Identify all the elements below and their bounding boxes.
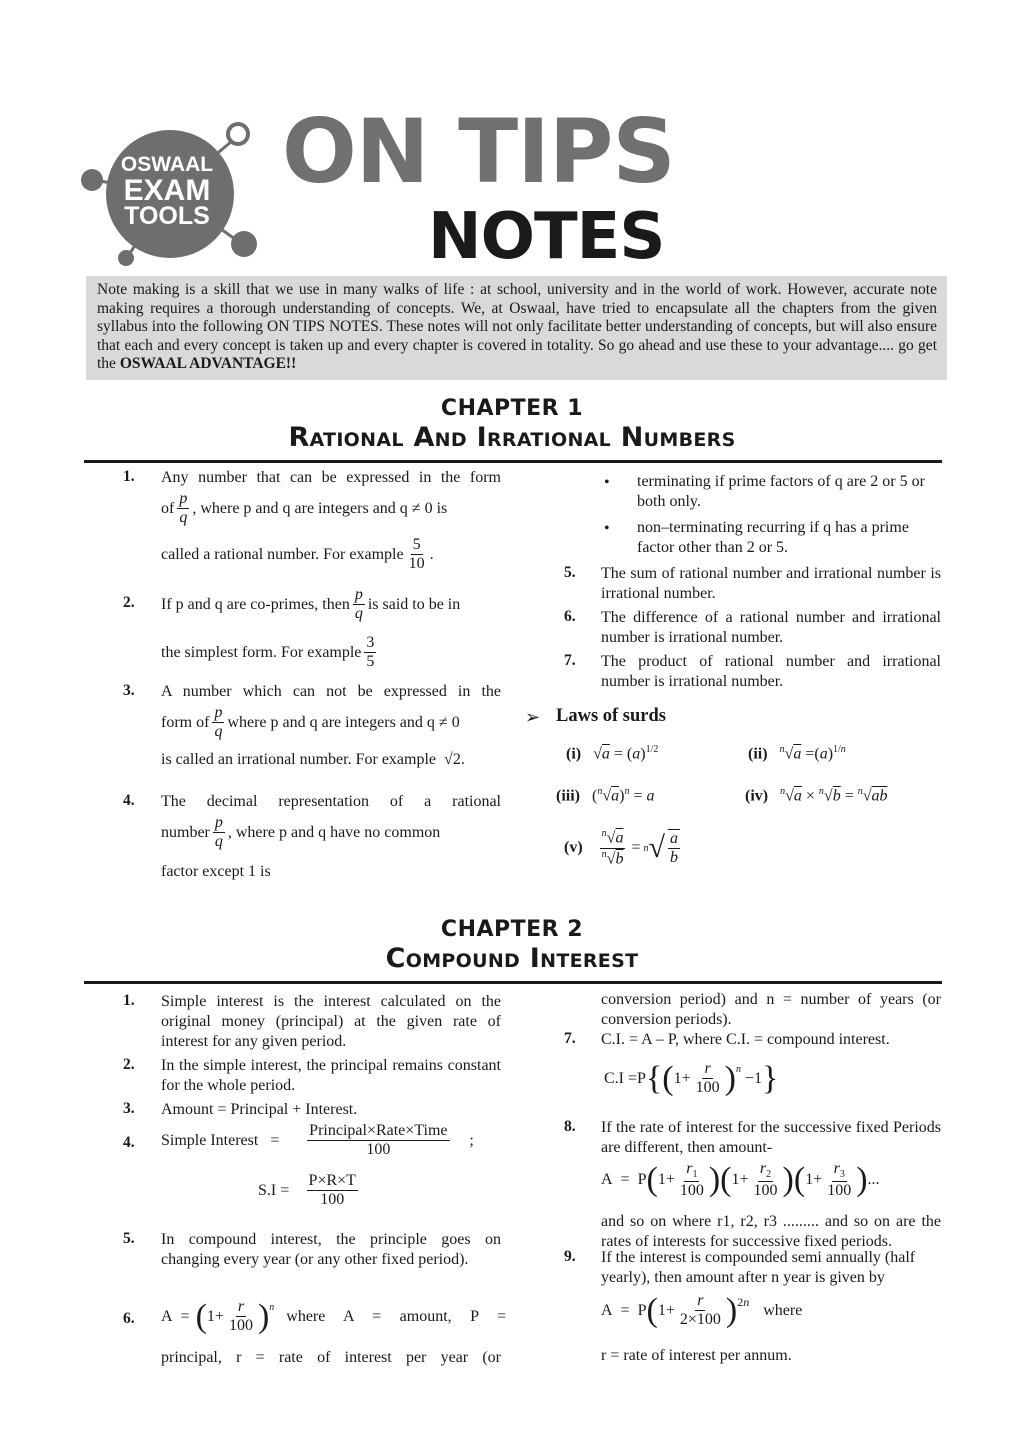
intro-box	[86, 276, 947, 380]
c2-item8-number: 8.	[564, 1118, 576, 1135]
c1-item6-number: 6.	[564, 608, 576, 625]
c2-item6-formula: A = ( 1+ $\frac{r}{100}$ ) $^n$ where A = amount, P =	[161, 1297, 506, 1335]
surd-law-4: (iv) $^n$√a × $^n$√b = $^n$√ab	[745, 786, 888, 805]
logo-line-oswaal: OSWAAL	[120, 153, 214, 176]
c1-item5-text: The sum of rational number and irrational number is irrational number.	[601, 565, 941, 602]
fraction-example: $\frac{3}{5}$	[366, 634, 375, 671]
c1-bullet1: terminating if prime factors of q are 2 or 5 or both only.	[637, 473, 925, 510]
fraction-example: $\frac{5}{10}$	[408, 536, 425, 573]
c2-item6-text-b: principal, r = rate of interest per year (or	[161, 1349, 501, 1366]
c2-item7-number: 7.	[564, 1030, 576, 1047]
c1-item1-line-d: called a rational number. For example $\frac{5}{10}$ .	[161, 536, 434, 573]
c1-item2-text-a: If p and q are co-primes, then	[161, 595, 350, 613]
successive-rate-formula: A = P ( 1+ $\frac{r_1}{100}$ ) ( 1+ $\frac{r_2}{100}$ ) ( 1+ $\frac{r_3}{100}$ ) ...	[601, 1160, 880, 1199]
c1-item4-text-b: number	[161, 823, 210, 841]
half-yearly-formula: A = P ( 1+ $\frac{r}{2\times 100}$ ) $^{2n}$ where	[601, 1291, 803, 1329]
chapter1-title: Rational And Irrational Numbers	[288, 422, 736, 453]
si-short-numerator: P×R×T	[307, 1172, 358, 1191]
c1-item1-called: called a rational number. For example	[161, 545, 404, 563]
c1-item4-text-c: , where p and q have no common	[227, 823, 441, 841]
surd-law-3: (iii) $(^n√a)^n = a$	[556, 786, 655, 805]
logo-line-exam: EXAM	[123, 174, 211, 207]
c2-item3-text: Amount = Principal + Interest.	[161, 1101, 358, 1118]
surd-law-2: (ii) $^n√a =(a)^{1/n}$	[748, 744, 846, 763]
c1-item2-text-b: is said to be in	[367, 595, 461, 613]
c2-item4-number: 4.	[123, 1134, 135, 1151]
intro-text: Note making is a skill that we use in many walks of life : at school, university and in the world of work. However, accurate note making requires a thorough understanding of concepts. We, at Oswaal, have tried to encapsulate all the chapters from the given syllabus into the following ON TIPS NOTES. These notes will not only facilitate better understanding of concepts, but will also ensure that each and every concept is taken up and every chapter is covered in totality. So go ahead and use these to your advantage.... go get the	[97, 281, 937, 372]
c1-item4-number: 4.	[123, 792, 135, 809]
c1-item2-text-c: the simplest form. For example	[161, 643, 362, 661]
sqrt2-example: √2	[444, 751, 461, 768]
c1-item4-line-a: The decimal representation of a rational	[161, 793, 501, 810]
arrow-bullet-icon: ➢	[525, 707, 541, 727]
intro-bold: OSWAAL ADVANTAGE!!	[119, 355, 297, 372]
c1-item3-text-d: is called an irrational number. For example	[161, 751, 437, 768]
c1-bullet2: non–terminating recurring if q has a prime factor other than 2 or 5.	[637, 519, 909, 556]
simple-interest-label: Simple Interest	[161, 1131, 259, 1149]
fraction-p-q: $\frac{p}{q}$	[214, 814, 223, 851]
c1-item2-line-a	[161, 586, 506, 624]
c1-item3-text-c: where p and q are integers and q ≠ 0	[227, 713, 460, 731]
c1-item1-line-a: Any number that can be expressed in the form	[161, 469, 501, 486]
c2-item6-number: 6.	[123, 1310, 135, 1327]
c1-item2-number: 2.	[123, 594, 135, 611]
c2-item1-number: 1.	[123, 992, 135, 1009]
si-label: S.I =	[258, 1181, 290, 1199]
fraction-p-q: $\frac{p}{q}$	[179, 490, 188, 527]
c1-item2-line-c	[161, 634, 379, 672]
c1-item1-number: 1.	[123, 468, 135, 485]
chapter1-rule	[84, 460, 942, 463]
chapter1-number: CHAPTER 1	[440, 396, 584, 421]
c1-item6-text: The difference of a rational number and irrational number is irrational number.	[601, 609, 941, 646]
c2-item9-number: 9.	[564, 1248, 576, 1265]
c1-item3-line-b	[161, 704, 506, 742]
title-on-tips: ON TIPS	[282, 100, 675, 203]
c1-item1-line-b	[161, 490, 506, 528]
laws-of-surds-heading: Laws of surds	[556, 706, 666, 726]
chapter2-rule	[84, 981, 942, 984]
c2-item9-text: If the interest is compounded semi annually (half yearly), then amount after n year is given by	[601, 1249, 916, 1286]
oswaal-logo	[80, 118, 260, 268]
c1-item4-line-b	[161, 814, 506, 852]
logo-line-tools: TOOLS	[124, 202, 210, 230]
c2-item4-si-formula	[258, 1172, 371, 1210]
c1-item4-line-d: factor except 1 is	[161, 863, 271, 880]
si-denominator: 100	[366, 1141, 391, 1159]
c1-item5-number: 5.	[564, 564, 576, 581]
c1-item3-line-d: is called an irrational number. For example √2.	[161, 751, 465, 768]
bullet-icon: •	[604, 474, 610, 491]
title-notes: NOTES	[428, 200, 665, 274]
c2-item4-formula: Simple Interest = $\frac{\text{Principal×Rate×Time}}{100}$ ;	[161, 1122, 474, 1159]
si-numerator: Principal×Rate×Time	[307, 1122, 449, 1141]
c1-item7-text: The product of rational number and irrational number is irrational number.	[601, 653, 941, 690]
compound-interest-formula: C.I =P { ( 1+ $\frac{r}{100}$ ) $^n$ −1 }	[604, 1059, 779, 1097]
c2-item9-where: where	[763, 1301, 803, 1319]
c2-item7-text: C.I. = A – P, where C.I. = compound interest.	[601, 1031, 890, 1048]
c2-item8-text: If the rate of interest for the successive fixed Periods are different, then amount-	[601, 1119, 941, 1156]
c1-item7-number: 7.	[564, 652, 576, 669]
c2-item9-last: r = rate of interest per annum.	[601, 1347, 792, 1364]
c2-item6-text-c: conversion period) and n = number of years (or conversion periods).	[601, 991, 941, 1028]
c1-item1-of: of	[161, 499, 175, 517]
bullet-icon: •	[604, 520, 610, 537]
c1-item1-cond: , where p and q are integers and q ≠ 0 is	[192, 499, 448, 517]
surd-law-5: (v) $\frac{^n√a}{^n√b}$ = n √ $\frac{a}{b}$	[564, 828, 678, 868]
surd-law-1: (i) $√a = (a)^{1/2}$	[566, 744, 659, 763]
c2-item2-text: In the simple interest, the principal remains constant for the whole period.	[161, 1057, 501, 1094]
c2-item5-number: 5.	[123, 1230, 135, 1247]
chapter2-title: Compound Interest	[385, 943, 639, 974]
c1-item3-number: 3.	[123, 682, 135, 699]
fraction-p-q: $\frac{p}{q}$	[354, 586, 363, 623]
fraction-p-q: $\frac{p}{q}$	[214, 704, 223, 741]
c2-item5-text: In compound interest, the principle goes on changing every year (or any other fixed period).	[161, 1231, 501, 1268]
c2-item1-text: Simple interest is the interest calculated on the original money (principal) at the given rate of interest for any given period.	[161, 993, 501, 1050]
c1-item3-line-a: A number which can not be expressed in the	[161, 683, 501, 700]
c2-item2-number: 2.	[123, 1056, 135, 1073]
c2-item6-text-a: where A = amount, P =	[286, 1307, 506, 1325]
chapter2-number: CHAPTER 2	[440, 917, 584, 942]
c2-item3-number: 3.	[123, 1100, 135, 1117]
c1-item3-text-b: form of	[161, 713, 210, 731]
si-short-denominator: 100	[320, 1191, 345, 1209]
c2-item8-after: and so on where r1, r2, r3 ......... and so on are the rates of interests for successive fixed periods.	[601, 1213, 941, 1250]
